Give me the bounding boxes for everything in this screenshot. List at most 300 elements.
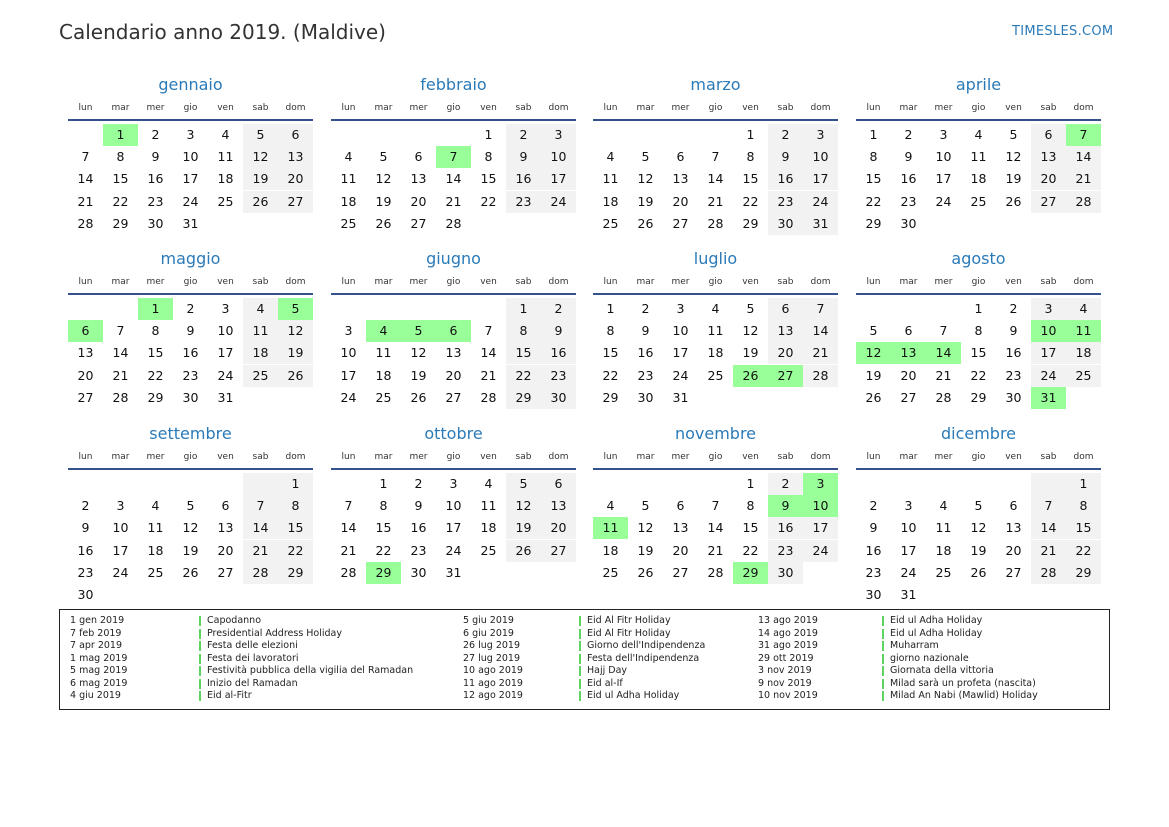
- day-cell[interactable]: 2: [186, 301, 195, 316]
- day-cell[interactable]: 24: [112, 564, 129, 580]
- day-cell[interactable]: 1: [869, 127, 878, 142]
- day-cell[interactable]: 21: [112, 367, 129, 383]
- day-cell[interactable]: 24: [935, 193, 952, 209]
- day-cell[interactable]: 3: [344, 323, 353, 339]
- day-cell[interactable]: 22: [970, 367, 987, 383]
- day-cell[interactable]: 18: [480, 520, 497, 536]
- day-cell[interactable]: 12: [970, 520, 987, 536]
- day-cell[interactable]: 28: [340, 564, 357, 580]
- day-cell[interactable]: 29: [1066, 562, 1101, 584]
- day-cell[interactable]: 23: [147, 193, 164, 209]
- day-cell[interactable]: 8: [484, 149, 493, 165]
- day-cell[interactable]: 30: [410, 564, 427, 580]
- day-cell[interactable]: 8: [116, 149, 125, 165]
- day-cell[interactable]: 19: [637, 542, 654, 558]
- day-cell[interactable]: 3: [116, 498, 125, 514]
- day-cell[interactable]: 23: [410, 542, 427, 558]
- day-cell[interactable]: 8: [506, 320, 541, 342]
- day-cell[interactable]: 1: [606, 301, 615, 316]
- day-cell[interactable]: 8: [1066, 495, 1101, 517]
- day-cell[interactable]: 3: [186, 127, 195, 142]
- day-cell[interactable]: 17: [1031, 342, 1066, 364]
- day-cell[interactable]: 2: [541, 298, 576, 320]
- day-cell[interactable]: 15: [375, 520, 392, 536]
- day-cell[interactable]: 2: [1009, 301, 1018, 316]
- day-cell[interactable]: 31: [445, 564, 462, 580]
- day-cell[interactable]: 11: [707, 323, 724, 339]
- day-cell[interactable]: 9: [768, 495, 803, 517]
- day-cell[interactable]: 19: [637, 193, 654, 209]
- day-cell[interactable]: 10: [340, 345, 357, 361]
- day-cell[interactable]: 27: [1005, 564, 1022, 580]
- day-cell[interactable]: 27: [445, 389, 462, 405]
- day-cell[interactable]: 26: [182, 564, 199, 580]
- day-cell[interactable]: 23: [865, 564, 882, 580]
- day-cell[interactable]: 3: [803, 473, 838, 495]
- day-cell[interactable]: 18: [970, 171, 987, 187]
- day-cell[interactable]: 3: [221, 301, 230, 316]
- day-cell[interactable]: 27: [217, 564, 234, 580]
- day-cell[interactable]: 24: [672, 367, 689, 383]
- day-cell[interactable]: 24: [803, 191, 838, 213]
- day-cell[interactable]: 29: [602, 389, 619, 405]
- day-cell[interactable]: 18: [340, 193, 357, 209]
- day-cell[interactable]: 22: [480, 193, 497, 209]
- day-cell[interactable]: 24: [1031, 365, 1066, 387]
- day-cell[interactable]: 16: [541, 342, 576, 364]
- day-cell[interactable]: 2: [151, 127, 160, 142]
- day-cell[interactable]: 16: [182, 345, 199, 361]
- day-cell[interactable]: 22: [602, 367, 619, 383]
- day-cell[interactable]: 7: [344, 498, 353, 514]
- day-cell[interactable]: 1: [506, 298, 541, 320]
- day-cell[interactable]: 10: [803, 146, 838, 168]
- day-cell[interactable]: 8: [379, 498, 388, 514]
- day-cell[interactable]: 19: [375, 193, 392, 209]
- day-cell[interactable]: 15: [742, 171, 759, 187]
- day-cell[interactable]: 1: [484, 127, 493, 142]
- day-cell[interactable]: 30: [182, 389, 199, 405]
- day-cell[interactable]: 13: [445, 345, 462, 361]
- day-cell[interactable]: 30: [768, 213, 803, 235]
- day-cell[interactable]: 26: [733, 365, 768, 387]
- day-cell[interactable]: 27: [77, 389, 94, 405]
- day-cell[interactable]: 5: [641, 149, 650, 165]
- day-cell[interactable]: 24: [217, 367, 234, 383]
- day-cell[interactable]: 3: [1031, 298, 1066, 320]
- day-cell[interactable]: 2: [869, 498, 878, 514]
- day-cell[interactable]: 20: [541, 517, 576, 539]
- day-cell[interactable]: 13: [1005, 520, 1022, 536]
- day-cell[interactable]: 9: [506, 146, 541, 168]
- day-cell[interactable]: 20: [445, 367, 462, 383]
- day-cell[interactable]: 8: [869, 149, 878, 165]
- day-cell[interactable]: 26: [506, 540, 541, 562]
- day-cell[interactable]: 18: [375, 367, 392, 383]
- day-cell[interactable]: 5: [974, 498, 983, 514]
- day-cell[interactable]: 8: [151, 323, 160, 339]
- day-cell[interactable]: 7: [711, 149, 720, 165]
- day-cell[interactable]: 22: [147, 367, 164, 383]
- day-cell[interactable]: 9: [151, 149, 160, 165]
- day-cell[interactable]: 11: [970, 149, 987, 165]
- day-cell[interactable]: 13: [217, 520, 234, 536]
- day-cell[interactable]: 1: [379, 476, 388, 491]
- day-cell[interactable]: 13: [768, 320, 803, 342]
- day-cell[interactable]: 11: [243, 320, 278, 342]
- day-cell[interactable]: 25: [217, 193, 234, 209]
- day-cell[interactable]: 26: [637, 564, 654, 580]
- day-cell[interactable]: 13: [1031, 146, 1066, 168]
- day-cell[interactable]: 23: [768, 540, 803, 562]
- day-cell[interactable]: 27: [900, 389, 917, 405]
- day-cell[interactable]: 29: [112, 215, 129, 231]
- day-cell[interactable]: 27: [768, 365, 803, 387]
- day-cell[interactable]: 22: [506, 365, 541, 387]
- day-cell[interactable]: 18: [1066, 342, 1101, 364]
- day-cell[interactable]: 26: [375, 215, 392, 231]
- day-cell[interactable]: 14: [707, 520, 724, 536]
- day-cell[interactable]: 4: [1066, 298, 1101, 320]
- day-cell[interactable]: 30: [637, 389, 654, 405]
- day-cell[interactable]: 31: [182, 215, 199, 231]
- day-cell[interactable]: 15: [742, 520, 759, 536]
- day-cell[interactable]: 26: [865, 389, 882, 405]
- day-cell[interactable]: 10: [217, 323, 234, 339]
- day-cell[interactable]: 13: [77, 345, 94, 361]
- day-cell[interactable]: 27: [410, 215, 427, 231]
- day-cell[interactable]: 12: [243, 146, 278, 168]
- day-cell[interactable]: 2: [506, 124, 541, 146]
- day-cell[interactable]: 24: [803, 540, 838, 562]
- day-cell[interactable]: 7: [803, 298, 838, 320]
- day-cell[interactable]: 12: [742, 323, 759, 339]
- day-cell[interactable]: 16: [147, 171, 164, 187]
- day-cell[interactable]: 10: [935, 149, 952, 165]
- day-cell[interactable]: 15: [865, 171, 882, 187]
- day-cell[interactable]: 29: [733, 562, 768, 584]
- day-cell[interactable]: 5: [401, 320, 436, 342]
- day-cell[interactable]: 20: [278, 168, 313, 190]
- day-cell[interactable]: 21: [480, 367, 497, 383]
- day-cell[interactable]: 29: [147, 389, 164, 405]
- day-cell[interactable]: 23: [900, 193, 917, 209]
- day-cell[interactable]: 27: [672, 564, 689, 580]
- day-cell[interactable]: 21: [77, 193, 94, 209]
- day-cell[interactable]: 25: [147, 564, 164, 580]
- day-cell[interactable]: 15: [506, 342, 541, 364]
- day-cell[interactable]: 8: [974, 323, 983, 339]
- day-cell[interactable]: 18: [935, 542, 952, 558]
- day-cell[interactable]: 19: [506, 517, 541, 539]
- day-cell[interactable]: 14: [243, 517, 278, 539]
- day-cell[interactable]: 6: [676, 498, 685, 514]
- day-cell[interactable]: 30: [768, 562, 803, 584]
- day-cell[interactable]: 23: [182, 367, 199, 383]
- day-cell[interactable]: 14: [480, 345, 497, 361]
- day-cell[interactable]: 15: [602, 345, 619, 361]
- day-cell[interactable]: 6: [904, 323, 913, 339]
- day-cell[interactable]: 16: [768, 517, 803, 539]
- day-cell[interactable]: 27: [1031, 191, 1066, 213]
- day-cell[interactable]: 25: [375, 389, 392, 405]
- day-cell[interactable]: 19: [865, 367, 882, 383]
- day-cell[interactable]: 5: [869, 323, 878, 339]
- day-cell[interactable]: 11: [340, 171, 357, 187]
- day-cell[interactable]: 3: [904, 498, 913, 514]
- day-cell[interactable]: 4: [151, 498, 160, 514]
- day-cell[interactable]: 27: [672, 215, 689, 231]
- day-cell[interactable]: 25: [602, 564, 619, 580]
- day-cell[interactable]: 4: [606, 149, 615, 165]
- day-cell[interactable]: 20: [672, 193, 689, 209]
- day-cell[interactable]: 4: [344, 149, 353, 165]
- day-cell[interactable]: 28: [445, 215, 462, 231]
- day-cell[interactable]: 17: [112, 542, 129, 558]
- day-cell[interactable]: 14: [112, 345, 129, 361]
- day-cell[interactable]: 21: [707, 542, 724, 558]
- day-cell[interactable]: 4: [974, 127, 983, 142]
- day-cell[interactable]: 11: [217, 149, 234, 165]
- day-cell[interactable]: 13: [410, 171, 427, 187]
- day-cell[interactable]: 1: [746, 127, 755, 142]
- day-cell[interactable]: 4: [939, 498, 948, 514]
- day-cell[interactable]: 11: [480, 498, 497, 514]
- day-cell[interactable]: 1: [974, 301, 983, 316]
- day-cell[interactable]: 7: [243, 495, 278, 517]
- day-cell[interactable]: 13: [541, 495, 576, 517]
- day-cell[interactable]: 6: [1031, 124, 1066, 146]
- day-cell[interactable]: 19: [278, 342, 313, 364]
- day-cell[interactable]: 6: [278, 124, 313, 146]
- day-cell[interactable]: 3: [449, 476, 458, 491]
- day-cell[interactable]: 10: [672, 323, 689, 339]
- day-cell[interactable]: 30: [1005, 389, 1022, 405]
- day-cell[interactable]: 8: [746, 498, 755, 514]
- day-cell[interactable]: 2: [768, 124, 803, 146]
- day-cell[interactable]: 29: [506, 387, 541, 409]
- day-cell[interactable]: 19: [742, 345, 759, 361]
- day-cell[interactable]: 12: [637, 520, 654, 536]
- day-cell[interactable]: 3: [541, 124, 576, 146]
- day-cell[interactable]: 11: [935, 520, 952, 536]
- day-cell[interactable]: 26: [278, 365, 313, 387]
- day-cell[interactable]: 6: [414, 149, 423, 165]
- day-cell[interactable]: 3: [803, 124, 838, 146]
- day-cell[interactable]: 21: [707, 193, 724, 209]
- day-cell[interactable]: 9: [768, 146, 803, 168]
- day-cell[interactable]: 14: [340, 520, 357, 536]
- day-cell[interactable]: 19: [243, 168, 278, 190]
- day-cell[interactable]: 18: [602, 193, 619, 209]
- day-cell[interactable]: 21: [1066, 168, 1101, 190]
- day-cell[interactable]: 28: [77, 215, 94, 231]
- day-cell[interactable]: 17: [672, 345, 689, 361]
- day-cell[interactable]: 7: [711, 498, 720, 514]
- day-cell[interactable]: 11: [375, 345, 392, 361]
- day-cell[interactable]: 19: [182, 542, 199, 558]
- day-cell[interactable]: 11: [1066, 320, 1101, 342]
- day-cell[interactable]: 30: [77, 587, 94, 602]
- day-cell[interactable]: 7: [939, 323, 948, 339]
- day-cell[interactable]: 28: [1066, 191, 1101, 213]
- day-cell[interactable]: 10: [1031, 320, 1066, 342]
- day-cell[interactable]: 18: [602, 542, 619, 558]
- day-cell[interactable]: 2: [414, 476, 423, 491]
- day-cell[interactable]: 17: [900, 542, 917, 558]
- day-cell[interactable]: 3: [676, 301, 685, 316]
- day-cell[interactable]: 21: [243, 540, 278, 562]
- day-cell[interactable]: 6: [68, 320, 103, 342]
- day-cell[interactable]: 12: [410, 345, 427, 361]
- day-cell[interactable]: 6: [221, 498, 230, 514]
- day-cell[interactable]: 28: [480, 389, 497, 405]
- day-cell[interactable]: 22: [742, 193, 759, 209]
- day-cell[interactable]: 21: [1031, 540, 1066, 562]
- day-cell[interactable]: 25: [707, 367, 724, 383]
- day-cell[interactable]: 4: [606, 498, 615, 514]
- day-cell[interactable]: 28: [935, 389, 952, 405]
- day-cell[interactable]: 20: [900, 367, 917, 383]
- day-cell[interactable]: 20: [77, 367, 94, 383]
- day-cell[interactable]: 16: [1005, 345, 1022, 361]
- day-cell[interactable]: 16: [637, 345, 654, 361]
- day-cell[interactable]: 4: [484, 476, 493, 491]
- day-cell[interactable]: 17: [803, 168, 838, 190]
- day-cell[interactable]: 10: [112, 520, 129, 536]
- day-cell[interactable]: 20: [1031, 168, 1066, 190]
- day-cell[interactable]: 16: [865, 542, 882, 558]
- day-cell[interactable]: 5: [186, 498, 195, 514]
- day-cell[interactable]: 5: [1009, 127, 1018, 142]
- day-cell[interactable]: 29: [366, 562, 401, 584]
- day-cell[interactable]: 27: [278, 191, 313, 213]
- day-cell[interactable]: 15: [278, 517, 313, 539]
- day-cell[interactable]: 28: [112, 389, 129, 405]
- day-cell[interactable]: 30: [147, 215, 164, 231]
- day-cell[interactable]: 26: [410, 389, 427, 405]
- day-cell[interactable]: 9: [641, 323, 650, 339]
- day-cell[interactable]: 5: [379, 149, 388, 165]
- day-cell[interactable]: 18: [707, 345, 724, 361]
- day-cell[interactable]: 9: [904, 149, 913, 165]
- day-cell[interactable]: 25: [602, 215, 619, 231]
- day-cell[interactable]: 1: [746, 476, 755, 491]
- day-cell[interactable]: 25: [480, 542, 497, 558]
- day-cell[interactable]: 19: [1005, 171, 1022, 187]
- day-cell[interactable]: 24: [900, 564, 917, 580]
- day-cell[interactable]: 4: [366, 320, 401, 342]
- day-cell[interactable]: 30: [900, 215, 917, 231]
- day-cell[interactable]: 31: [672, 389, 689, 405]
- day-cell[interactable]: 31: [217, 389, 234, 405]
- day-cell[interactable]: 25: [935, 564, 952, 580]
- day-cell[interactable]: 28: [1031, 562, 1066, 584]
- day-cell[interactable]: 14: [77, 171, 94, 187]
- day-cell[interactable]: 1: [278, 473, 313, 495]
- day-cell[interactable]: 26: [970, 564, 987, 580]
- day-cell[interactable]: 23: [1005, 367, 1022, 383]
- day-cell[interactable]: 12: [278, 320, 313, 342]
- day-cell[interactable]: 1: [138, 298, 173, 320]
- day-cell[interactable]: 7: [81, 149, 90, 165]
- day-cell[interactable]: 14: [1066, 146, 1101, 168]
- day-cell[interactable]: 25: [340, 215, 357, 231]
- day-cell[interactable]: 10: [445, 498, 462, 514]
- day-cell[interactable]: 25: [1066, 365, 1101, 387]
- day-cell[interactable]: 8: [606, 323, 615, 339]
- day-cell[interactable]: 29: [970, 389, 987, 405]
- day-cell[interactable]: 12: [182, 520, 199, 536]
- day-cell[interactable]: 13: [278, 146, 313, 168]
- day-cell[interactable]: 5: [641, 498, 650, 514]
- day-cell[interactable]: 8: [746, 149, 755, 165]
- day-cell[interactable]: 7: [436, 146, 471, 168]
- day-cell[interactable]: 12: [637, 171, 654, 187]
- day-cell[interactable]: 25: [970, 193, 987, 209]
- day-cell[interactable]: 4: [221, 127, 230, 142]
- day-cell[interactable]: 7: [116, 323, 125, 339]
- day-cell[interactable]: 22: [112, 193, 129, 209]
- day-cell[interactable]: 29: [865, 215, 882, 231]
- day-cell[interactable]: 14: [803, 320, 838, 342]
- day-cell[interactable]: 16: [410, 520, 427, 536]
- day-cell[interactable]: 12: [1005, 149, 1022, 165]
- day-cell[interactable]: 24: [182, 193, 199, 209]
- day-cell[interactable]: 25: [243, 365, 278, 387]
- day-cell[interactable]: 9: [186, 323, 195, 339]
- day-cell[interactable]: 24: [340, 389, 357, 405]
- day-cell[interactable]: 20: [410, 193, 427, 209]
- day-cell[interactable]: 9: [81, 520, 90, 536]
- day-cell[interactable]: 21: [803, 342, 838, 364]
- day-cell[interactable]: 3: [939, 127, 948, 142]
- day-cell[interactable]: 12: [506, 495, 541, 517]
- day-cell[interactable]: 17: [935, 171, 952, 187]
- day-cell[interactable]: 9: [541, 320, 576, 342]
- day-cell[interactable]: 17: [445, 520, 462, 536]
- day-cell[interactable]: 9: [869, 520, 878, 536]
- day-cell[interactable]: 1: [103, 124, 138, 146]
- day-cell[interactable]: 6: [436, 320, 471, 342]
- day-cell[interactable]: 26: [243, 191, 278, 213]
- day-cell[interactable]: 23: [541, 365, 576, 387]
- day-cell[interactable]: 2: [81, 498, 90, 514]
- day-cell[interactable]: 15: [112, 171, 129, 187]
- day-cell[interactable]: 20: [1005, 542, 1022, 558]
- day-cell[interactable]: 10: [541, 146, 576, 168]
- day-cell[interactable]: 6: [1009, 498, 1018, 514]
- day-cell[interactable]: 19: [970, 542, 987, 558]
- day-cell[interactable]: 7: [1031, 495, 1066, 517]
- day-cell[interactable]: 30: [541, 387, 576, 409]
- day-cell[interactable]: 23: [77, 564, 94, 580]
- day-cell[interactable]: 13: [672, 171, 689, 187]
- day-cell[interactable]: 5: [243, 124, 278, 146]
- day-cell[interactable]: 8: [278, 495, 313, 517]
- day-cell[interactable]: 2: [904, 127, 913, 142]
- day-cell[interactable]: 24: [445, 542, 462, 558]
- day-cell[interactable]: 26: [637, 215, 654, 231]
- day-cell[interactable]: 17: [541, 168, 576, 190]
- day-cell[interactable]: 2: [641, 301, 650, 316]
- day-cell[interactable]: 22: [375, 542, 392, 558]
- day-cell[interactable]: 19: [410, 367, 427, 383]
- day-cell[interactable]: 11: [593, 517, 628, 539]
- day-cell[interactable]: 21: [445, 193, 462, 209]
- day-cell[interactable]: 16: [768, 168, 803, 190]
- brand-link[interactable]: TIMESLES.COM: [1012, 24, 1114, 39]
